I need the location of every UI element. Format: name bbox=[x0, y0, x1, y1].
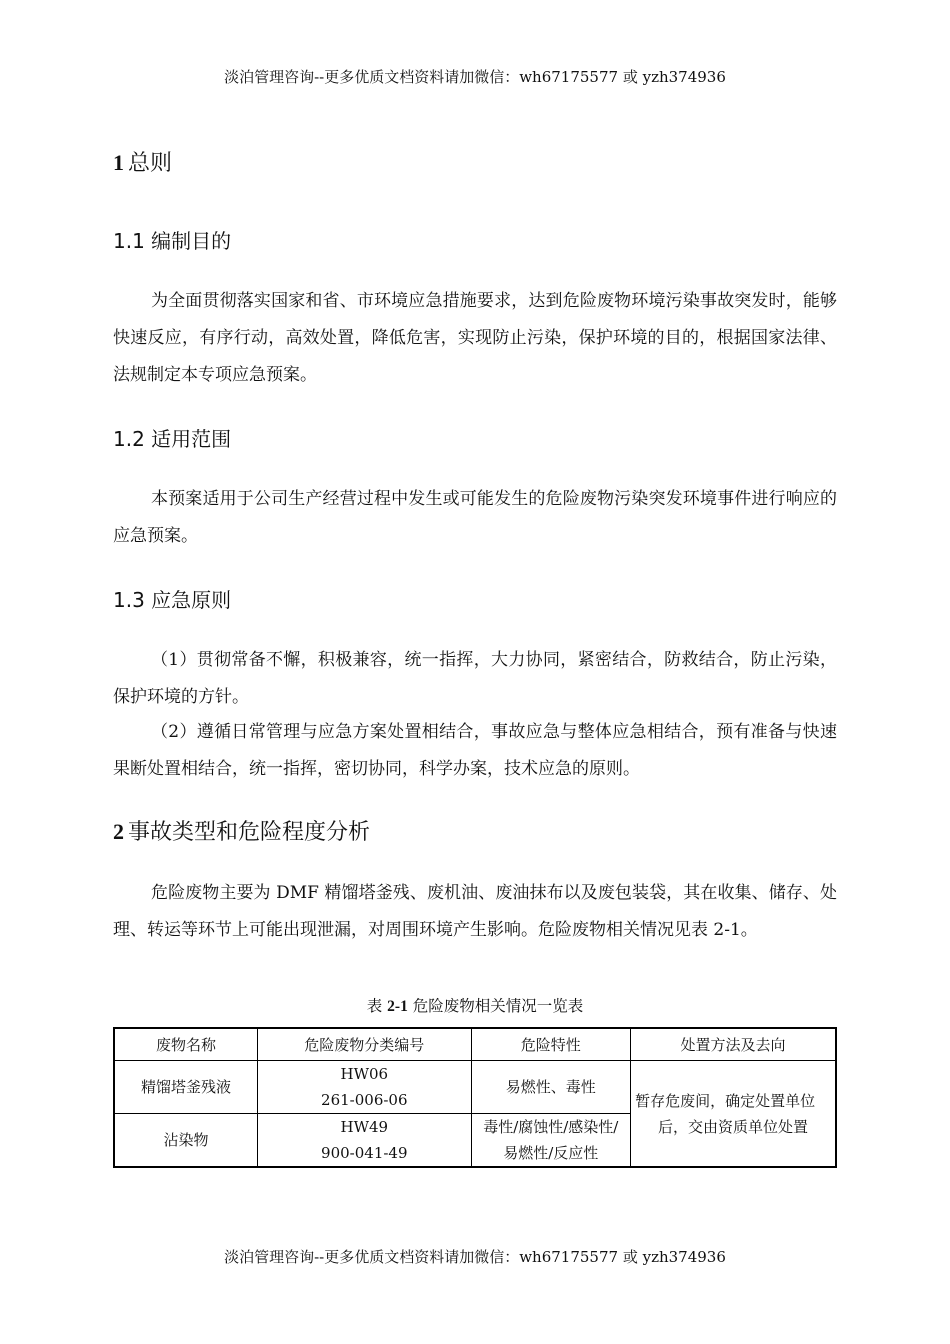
disposal-line-2: 后，交由资质单位处置 bbox=[658, 1117, 809, 1136]
disposal-line-1: 暂存危废间，确定处置单位 bbox=[635, 1091, 816, 1110]
header-disposal-method: 处置方法及去向 bbox=[631, 1028, 836, 1061]
page-footer: 淡泊管理咨询--更多优质文档资料请加微信：wh67175577 或 yzh374936 bbox=[224, 1248, 726, 1266]
section-1-3-heading: 1.3 应急原则 bbox=[113, 588, 232, 612]
section-1-1-paragraph: 为全面贯彻落实国家和省、市环境应急措施要求，达到危险废物环境污染事故突发时，能够快速反应，有序行动，高效处置，降低危害，实现防止污染，保护环境的目的，根据国家法律、法规制定本专项应急预案。 bbox=[113, 291, 837, 385]
section-2-heading bbox=[113, 815, 370, 846]
hazard-line-1: 易燃性、毒性 bbox=[505, 1078, 596, 1096]
section-2-number: 2 bbox=[113, 819, 124, 844]
cell-hazard-property bbox=[471, 1114, 631, 1168]
hazard-line-2: 易燃性/反应性 bbox=[503, 1144, 599, 1162]
section-1-1-heading: 1.1 编制目的 bbox=[113, 229, 232, 253]
cell-waste-name: 沾染物 bbox=[114, 1114, 258, 1168]
code-number: 261-006-06 bbox=[321, 1091, 408, 1109]
header-hazard-property: 危险特性 bbox=[471, 1028, 631, 1061]
table-caption-prefix: 表 bbox=[366, 997, 388, 1015]
table-caption bbox=[0, 994, 950, 1016]
page-header: 淡泊管理咨询--更多优质文档资料请加微信：wh67175577 或 yzh374936 bbox=[224, 68, 726, 86]
hazardous-waste-table bbox=[113, 1027, 837, 1168]
header-waste-name: 废物名称 bbox=[114, 1028, 258, 1061]
cell-waste-name: 精馏塔釜残液 bbox=[114, 1061, 258, 1114]
hazard-line-1: 毒性/腐蚀性/感染性/ bbox=[483, 1118, 619, 1136]
code-class: HW06 bbox=[340, 1065, 389, 1083]
section-1-title: 总则 bbox=[128, 151, 173, 176]
cell-category-code bbox=[258, 1061, 471, 1114]
section-1-2-heading: 1.2 适用范围 bbox=[113, 427, 232, 451]
cell-category-code bbox=[258, 1114, 471, 1168]
section-1-heading bbox=[113, 146, 172, 177]
section-2-title: 事故类型和危险程度分析 bbox=[128, 820, 371, 845]
table-row bbox=[114, 1061, 836, 1114]
cell-hazard-property bbox=[471, 1061, 631, 1114]
table-header-row bbox=[114, 1028, 836, 1061]
table-caption-text: 危险废物相关情况一览表 bbox=[407, 997, 584, 1015]
section-2-paragraph: 危险废物主要为 DMF 精馏塔釜残、废机油、废油抹布以及废包装袋，其在收集、储存、处理、转运等环节上可能出现泄漏，对周围环境产生影响。危险废物相关情况见表 2-1。 bbox=[113, 883, 837, 940]
section-1-3-principle-1: （1）贯彻常备不懈，积极兼容，统一指挥，大力协同，紧密结合，防救结合，防止污染，保护环境的方针。 bbox=[113, 650, 837, 707]
section-1-number: 1 bbox=[113, 150, 124, 175]
code-class: HW49 bbox=[340, 1118, 389, 1136]
table-caption-number: 2-1 bbox=[387, 998, 408, 1015]
section-1-3-principle-2: （2）遵循日常管理与应急方案处置相结合，事故应急与整体应急相结合，预有准备与快速果断处置相结合，统一指挥，密切协同，科学办案，技术应急的原则。 bbox=[113, 722, 837, 779]
code-number: 900-041-49 bbox=[321, 1144, 408, 1162]
header-category-code: 危险废物分类编号 bbox=[258, 1028, 471, 1061]
cell-disposal-method bbox=[631, 1061, 836, 1168]
section-1-2-paragraph: 本预案适用于公司生产经营过程中发生或可能发生的危险废物污染突发环境事件进行响应的应急预案。 bbox=[113, 489, 837, 546]
